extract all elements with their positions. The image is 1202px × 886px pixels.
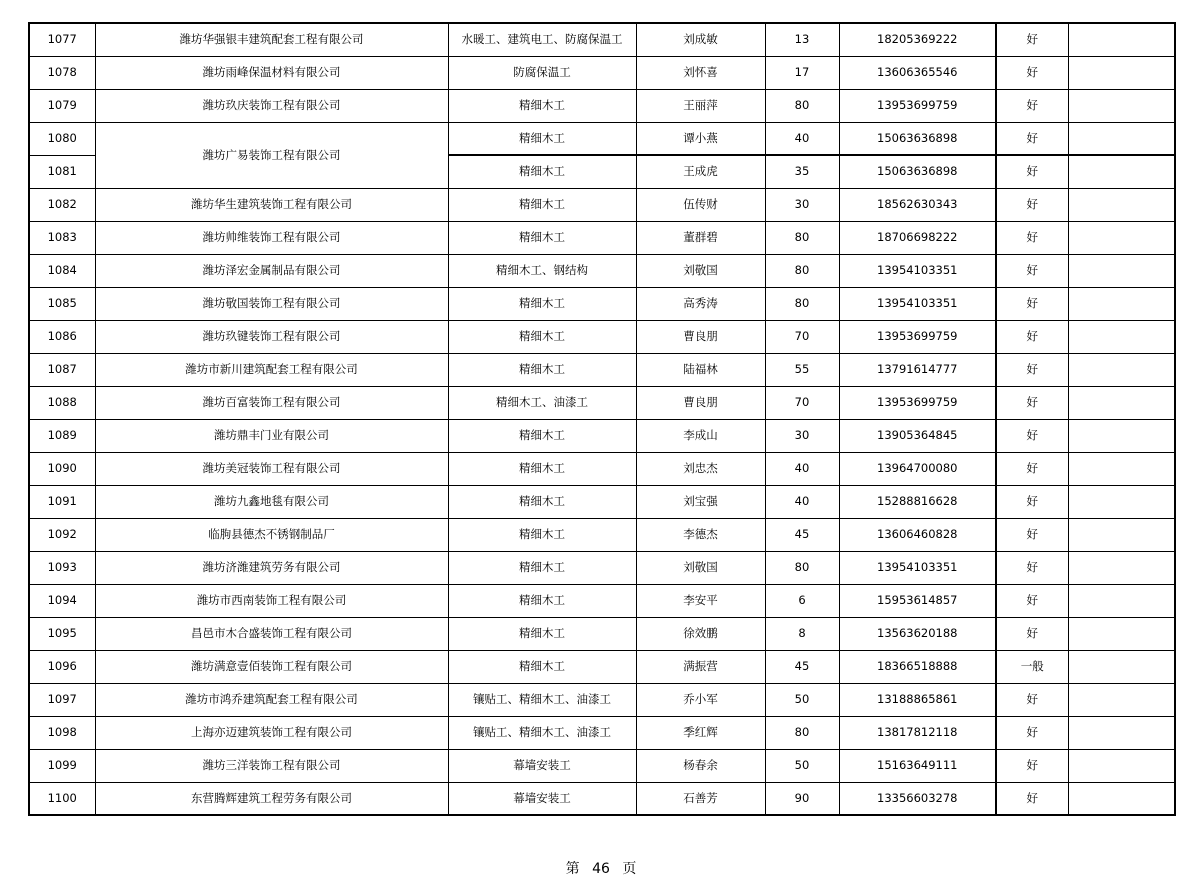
cell-company: 潍坊美冠装饰工程有限公司: [95, 452, 448, 485]
cell-count: 80: [765, 254, 839, 287]
table-row: [29, 56, 1175, 89]
cell-contact: 徐效鹏: [636, 617, 765, 650]
cell-trade: 精细木工: [448, 155, 636, 188]
cell-rating: 好: [996, 452, 1068, 485]
cell-rating: 一般: [996, 650, 1068, 683]
cell-serial: 1087: [29, 353, 95, 386]
cell-company: 潍坊玖键装饰工程有限公司: [95, 320, 448, 353]
cell-company: 潍坊泽宏金属制品有限公司: [95, 254, 448, 287]
cell-rating: 好: [996, 287, 1068, 320]
contractor-table: [28, 22, 1176, 816]
cell-serial: 1096: [29, 650, 95, 683]
cell-phone: 13954103351: [839, 287, 996, 320]
footer-prefix: 第: [565, 861, 580, 877]
cell-extra: [1068, 122, 1175, 155]
cell-extra: [1068, 56, 1175, 89]
cell-trade: 精细木工、油漆工: [448, 386, 636, 419]
cell-trade: 精细木工: [448, 188, 636, 221]
cell-rating: 好: [996, 584, 1068, 617]
cell-contact: 董群碧: [636, 221, 765, 254]
cell-count: 70: [765, 320, 839, 353]
table-row: [29, 518, 1175, 551]
cell-trade: 精细木工: [448, 419, 636, 452]
table-row: [29, 221, 1175, 254]
cell-company: 潍坊市鸿乔建筑配套工程有限公司: [95, 683, 448, 716]
cell-extra: [1068, 716, 1175, 749]
cell-trade: 镶贴工、精细木工、油漆工: [448, 683, 636, 716]
cell-count: 17: [765, 56, 839, 89]
cell-contact: 刘怀喜: [636, 56, 765, 89]
cell-count: 55: [765, 353, 839, 386]
table-row: [29, 353, 1175, 386]
cell-serial: 1091: [29, 485, 95, 518]
cell-serial: 1093: [29, 551, 95, 584]
cell-phone: 13606460828: [839, 518, 996, 551]
cell-rating: 好: [996, 782, 1068, 815]
cell-contact: 季红辉: [636, 716, 765, 749]
cell-count: 30: [765, 188, 839, 221]
cell-count: 70: [765, 386, 839, 419]
cell-contact: 王丽萍: [636, 89, 765, 122]
cell-company: 潍坊帅维装饰工程有限公司: [95, 221, 448, 254]
table-row: [29, 122, 1175, 155]
cell-serial: 1084: [29, 254, 95, 287]
cell-count: 40: [765, 122, 839, 155]
cell-serial: 1083: [29, 221, 95, 254]
cell-extra: [1068, 155, 1175, 188]
cell-company: 昌邑市木合盛装饰工程有限公司: [95, 617, 448, 650]
table-row: [29, 551, 1175, 584]
cell-contact: 刘敬国: [636, 551, 765, 584]
cell-count: 45: [765, 650, 839, 683]
cell-company: 潍坊雨峰保温材料有限公司: [95, 56, 448, 89]
cell-contact: 李安平: [636, 584, 765, 617]
cell-company: 潍坊玖庆装饰工程有限公司: [95, 89, 448, 122]
cell-serial: 1078: [29, 56, 95, 89]
cell-extra: [1068, 353, 1175, 386]
cell-trade: 水暖工、建筑电工、防腐保温工: [448, 23, 636, 56]
cell-rating: 好: [996, 386, 1068, 419]
cell-phone: 13356603278: [839, 782, 996, 815]
cell-trade: 幕墙安装工: [448, 749, 636, 782]
cell-company: 潍坊鼎丰门业有限公司: [95, 419, 448, 452]
cell-serial: 1077: [29, 23, 95, 56]
cell-phone: 15163649111: [839, 749, 996, 782]
cell-count: 80: [765, 89, 839, 122]
cell-extra: [1068, 188, 1175, 221]
table-row: [29, 650, 1175, 683]
cell-count: 80: [765, 287, 839, 320]
cell-company: 潍坊满意壹佰装饰工程有限公司: [95, 650, 448, 683]
cell-count: 30: [765, 419, 839, 452]
cell-serial: 1095: [29, 617, 95, 650]
table-row: [29, 254, 1175, 287]
cell-contact: 乔小军: [636, 683, 765, 716]
cell-serial: 1082: [29, 188, 95, 221]
cell-serial: 1081: [29, 155, 95, 188]
cell-trade: 精细木工: [448, 518, 636, 551]
cell-extra: [1068, 23, 1175, 56]
cell-trade: 防腐保温工: [448, 56, 636, 89]
cell-count: 35: [765, 155, 839, 188]
cell-count: 13: [765, 23, 839, 56]
cell-trade: 幕墙安装工: [448, 782, 636, 815]
cell-serial: 1100: [29, 782, 95, 815]
table-row: [29, 617, 1175, 650]
table-row: [29, 23, 1175, 56]
table-row: [29, 782, 1175, 815]
cell-rating: 好: [996, 353, 1068, 386]
cell-company: 临朐县德杰不锈钢制品厂: [95, 518, 448, 551]
page-number: 46: [592, 861, 610, 877]
cell-company: 潍坊市新川建筑配套工程有限公司: [95, 353, 448, 386]
cell-phone: 13953699759: [839, 89, 996, 122]
cell-rating: 好: [996, 518, 1068, 551]
cell-extra: [1068, 89, 1175, 122]
table-row: [29, 89, 1175, 122]
cell-trade: 精细木工: [448, 89, 636, 122]
cell-rating: 好: [996, 419, 1068, 452]
cell-company: 潍坊济潍建筑劳务有限公司: [95, 551, 448, 584]
cell-rating: 好: [996, 122, 1068, 155]
cell-trade: 精细木工、钢结构: [448, 254, 636, 287]
cell-serial: 1090: [29, 452, 95, 485]
cell-trade: 精细木工: [448, 551, 636, 584]
table-row: [29, 452, 1175, 485]
cell-contact: 曹良朋: [636, 320, 765, 353]
cell-contact: 刘忠杰: [636, 452, 765, 485]
cell-phone: 13905364845: [839, 419, 996, 452]
cell-rating: 好: [996, 320, 1068, 353]
table-body: [29, 23, 1175, 815]
cell-company: 潍坊华生建筑装饰工程有限公司: [95, 188, 448, 221]
cell-extra: [1068, 518, 1175, 551]
cell-count: 90: [765, 782, 839, 815]
cell-count: 8: [765, 617, 839, 650]
cell-trade: 精细木工: [448, 485, 636, 518]
table-row: [29, 749, 1175, 782]
cell-trade: 精细木工: [448, 353, 636, 386]
cell-serial: 1080: [29, 122, 95, 155]
cell-phone: 15953614857: [839, 584, 996, 617]
table-row: [29, 683, 1175, 716]
table-row: [29, 320, 1175, 353]
cell-phone: 13954103351: [839, 254, 996, 287]
cell-phone: 13791614777: [839, 353, 996, 386]
cell-extra: [1068, 683, 1175, 716]
cell-company: 潍坊广易装饰工程有限公司: [95, 122, 448, 188]
cell-extra: [1068, 419, 1175, 452]
cell-extra: [1068, 551, 1175, 584]
cell-rating: 好: [996, 254, 1068, 287]
cell-phone: 18366518888: [839, 650, 996, 683]
cell-serial: 1097: [29, 683, 95, 716]
cell-contact: 高秀涛: [636, 287, 765, 320]
cell-phone: 15288816628: [839, 485, 996, 518]
cell-phone: 15063636898: [839, 155, 996, 188]
cell-count: 40: [765, 485, 839, 518]
cell-contact: 谭小燕: [636, 122, 765, 155]
cell-trade: 精细木工: [448, 650, 636, 683]
cell-serial: 1086: [29, 320, 95, 353]
cell-count: 80: [765, 716, 839, 749]
cell-company: 潍坊华强银丰建筑配套工程有限公司: [95, 23, 448, 56]
cell-rating: 好: [996, 617, 1068, 650]
cell-trade: 精细木工: [448, 452, 636, 485]
cell-serial: 1088: [29, 386, 95, 419]
cell-extra: [1068, 386, 1175, 419]
cell-company: 东营腾辉建筑工程劳务有限公司: [95, 782, 448, 815]
cell-phone: 13954103351: [839, 551, 996, 584]
cell-trade: 精细木工: [448, 122, 636, 155]
cell-rating: 好: [996, 485, 1068, 518]
cell-rating: 好: [996, 23, 1068, 56]
cell-contact: 王成虎: [636, 155, 765, 188]
cell-count: 6: [765, 584, 839, 617]
cell-phone: 13964700080: [839, 452, 996, 485]
cell-contact: 陆福林: [636, 353, 765, 386]
cell-company: 上海亦迈建筑装饰工程有限公司: [95, 716, 448, 749]
cell-trade: 精细木工: [448, 617, 636, 650]
table-row: [29, 716, 1175, 749]
cell-phone: 13953699759: [839, 320, 996, 353]
cell-serial: 1085: [29, 287, 95, 320]
page-footer: [0, 858, 1202, 878]
cell-contact: 满振营: [636, 650, 765, 683]
cell-contact: 刘宝强: [636, 485, 765, 518]
cell-phone: 13188865861: [839, 683, 996, 716]
cell-rating: 好: [996, 155, 1068, 188]
cell-contact: 石善芳: [636, 782, 765, 815]
cell-contact: 李成山: [636, 419, 765, 452]
cell-phone: 18205369222: [839, 23, 996, 56]
cell-extra: [1068, 617, 1175, 650]
cell-phone: 18706698222: [839, 221, 996, 254]
table-row: [29, 287, 1175, 320]
cell-extra: [1068, 320, 1175, 353]
cell-serial: 1089: [29, 419, 95, 452]
cell-company: 潍坊敬国装饰工程有限公司: [95, 287, 448, 320]
cell-contact: 刘成敏: [636, 23, 765, 56]
cell-contact: 伍传财: [636, 188, 765, 221]
cell-phone: 13563620188: [839, 617, 996, 650]
cell-rating: 好: [996, 749, 1068, 782]
cell-extra: [1068, 782, 1175, 815]
cell-serial: 1099: [29, 749, 95, 782]
cell-trade: 精细木工: [448, 221, 636, 254]
cell-rating: 好: [996, 188, 1068, 221]
cell-contact: 李德杰: [636, 518, 765, 551]
cell-phone: 18562630343: [839, 188, 996, 221]
cell-extra: [1068, 584, 1175, 617]
cell-extra: [1068, 452, 1175, 485]
table-row: [29, 419, 1175, 452]
cell-phone: 13817812118: [839, 716, 996, 749]
cell-extra: [1068, 749, 1175, 782]
cell-rating: 好: [996, 716, 1068, 749]
cell-company: 潍坊市西南装饰工程有限公司: [95, 584, 448, 617]
cell-rating: 好: [996, 89, 1068, 122]
cell-serial: 1092: [29, 518, 95, 551]
table-row: [29, 584, 1175, 617]
cell-trade: 镶贴工、精细木工、油漆工: [448, 716, 636, 749]
cell-count: 80: [765, 551, 839, 584]
cell-count: 50: [765, 683, 839, 716]
cell-rating: 好: [996, 56, 1068, 89]
cell-extra: [1068, 650, 1175, 683]
cell-count: 80: [765, 221, 839, 254]
cell-trade: 精细木工: [448, 584, 636, 617]
cell-trade: 精细木工: [448, 320, 636, 353]
cell-contact: 杨春余: [636, 749, 765, 782]
cell-rating: 好: [996, 551, 1068, 584]
cell-serial: 1094: [29, 584, 95, 617]
cell-phone: 13953699759: [839, 386, 996, 419]
cell-phone: 15063636898: [839, 122, 996, 155]
cell-company: 潍坊九鑫地毯有限公司: [95, 485, 448, 518]
cell-phone: 13606365546: [839, 56, 996, 89]
cell-count: 45: [765, 518, 839, 551]
cell-rating: 好: [996, 683, 1068, 716]
table-row: [29, 188, 1175, 221]
table-row: [29, 386, 1175, 419]
cell-extra: [1068, 485, 1175, 518]
cell-rating: 好: [996, 221, 1068, 254]
cell-contact: 曹良朋: [636, 386, 765, 419]
cell-extra: [1068, 254, 1175, 287]
cell-company: 潍坊三洋装饰工程有限公司: [95, 749, 448, 782]
cell-contact: 刘敬国: [636, 254, 765, 287]
cell-serial: 1098: [29, 716, 95, 749]
cell-trade: 精细木工: [448, 287, 636, 320]
cell-count: 40: [765, 452, 839, 485]
table-row: [29, 485, 1175, 518]
cell-serial: 1079: [29, 89, 95, 122]
cell-count: 50: [765, 749, 839, 782]
cell-extra: [1068, 221, 1175, 254]
cell-extra: [1068, 287, 1175, 320]
cell-company: 潍坊百富装饰工程有限公司: [95, 386, 448, 419]
footer-suffix: 页: [622, 861, 637, 877]
